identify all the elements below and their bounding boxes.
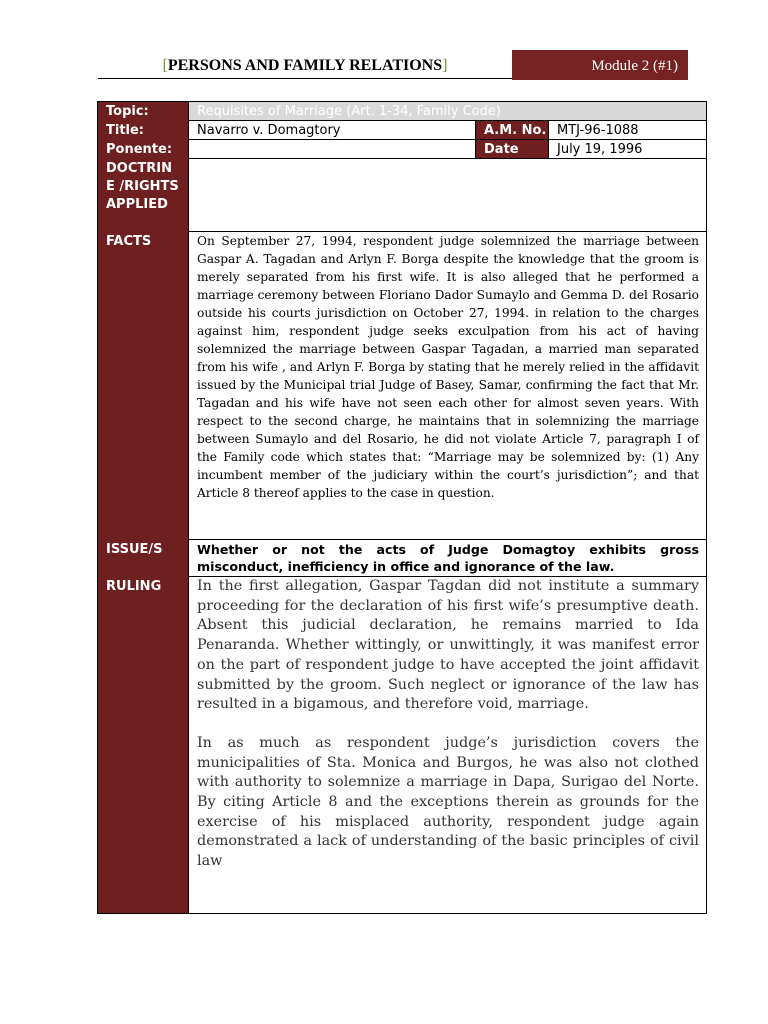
- course-title: PERSONS AND FAMILY RELATIONS: [167, 57, 443, 74]
- ponente-value: [189, 140, 475, 159]
- topic-value: Requisites of Marriage (Art. 1-34, Family Code): [189, 102, 706, 121]
- column-divider: [548, 120, 549, 159]
- date-value: July 19, 1996: [557, 142, 643, 157]
- facts-label: FACTS: [98, 232, 188, 540]
- row-divider: [188, 120, 707, 121]
- am-no-value: MTJ-96-1088: [557, 123, 639, 138]
- row-divider: [188, 158, 707, 159]
- row-divider: [188, 139, 707, 140]
- module-badge: Module 2 (#1): [512, 50, 688, 80]
- row-divider: [188, 231, 707, 232]
- issue-text: Whether or not the acts of Judge Domagtoy exhibits gross misconduct, inefficiency in office and ignorance of the law.: [197, 542, 699, 574]
- ruling-paragraph-1: In the first allegation, Gaspar Tagdan did not institute a summary proceeding for the declaration of his first wife’s presumptive death. Absent this judicial declaration, he remains married to Ida Penaranda. Whether wittingly, or unwittingly, it was manifest error on the part of respondent judge to have accepted the joint affidavit submitted by the groom. Such neglect or ignorance of the law has resulted in a bigamous, and therefore void, marriage.: [197, 578, 699, 713]
- column-divider: [188, 101, 189, 914]
- module-header-title: [98, 54, 512, 78]
- header-rule: [98, 78, 512, 79]
- doctrine-label: DOCTRIN E /RIGHTS APPLIED: [98, 159, 188, 232]
- row-divider: [188, 539, 707, 540]
- ruling-paragraph-2: In as much as respondent judge’s jurisdiction covers the municipalities of Sta. Monica and Burgos, he was also not clothed with authority to solemnize a marriage in Dapa, Surigao del Norte. By citing Article 8 and the exceptions therein as grounds for the exercise of his misplaced authority, respondent judge again demonstrated a lack of understanding of the basic principles of civil law: [197, 734, 699, 870]
- issue-label: ISSUE/S: [98, 540, 188, 577]
- table-border-left: [97, 101, 98, 914]
- doctrine-value: [189, 159, 706, 232]
- ponente-label: Ponente:: [98, 140, 188, 159]
- title-label: Title:: [98, 121, 188, 140]
- ruling-label: RULING: [98, 577, 188, 913]
- table-border-right: [706, 101, 707, 914]
- date-label: Date: [476, 140, 548, 159]
- bracket-open: [: [162, 57, 168, 74]
- bracket-close: ]: [442, 57, 448, 74]
- ruling-text: [189, 577, 706, 913]
- row-divider: [188, 576, 707, 577]
- am-no-label: A.M. No.: [476, 121, 548, 140]
- topic-label: Topic:: [98, 102, 188, 121]
- facts-text: On September 27, 1994, respondent judge solemnized the marriage between Gaspar A. Tagadan and Arlyn F. Borga despite the knowledge that the groom is merely separated from his first wife. It is also alleged that he performed a marriage ceremony between Floriano Dador Sumaylo and Gemma D. del Rosario outside his courts jurisdiction on October 27, 1994. in relation to the charges against him, respondent judge seeks exculpation from his act of having solemnized the marriage between Gaspar Tagadan, a married man separated from his wife , and Arlyn F. Borga by stating that he merely relied in the affidavit issued by the Municipal trial Judge of Basey, Samar, confirming the fact that Mr. Tagadan and his wife have not seen each other for almost seven years. With respect to the second charge, he maintains that in solemnizing the marriage between Sumaylo and del Rosario, he did not violate Article 7, paragraph I of the Family code which states that: “Marriage may be solemnized by: (1) Any incumbent member of the judiciary within the court’s jurisdiction”; and that Article 8 thereof applies to the case in question.: [197, 234, 699, 500]
- column-divider: [475, 120, 476, 159]
- title-value: Navarro v. Domagtory: [197, 123, 341, 138]
